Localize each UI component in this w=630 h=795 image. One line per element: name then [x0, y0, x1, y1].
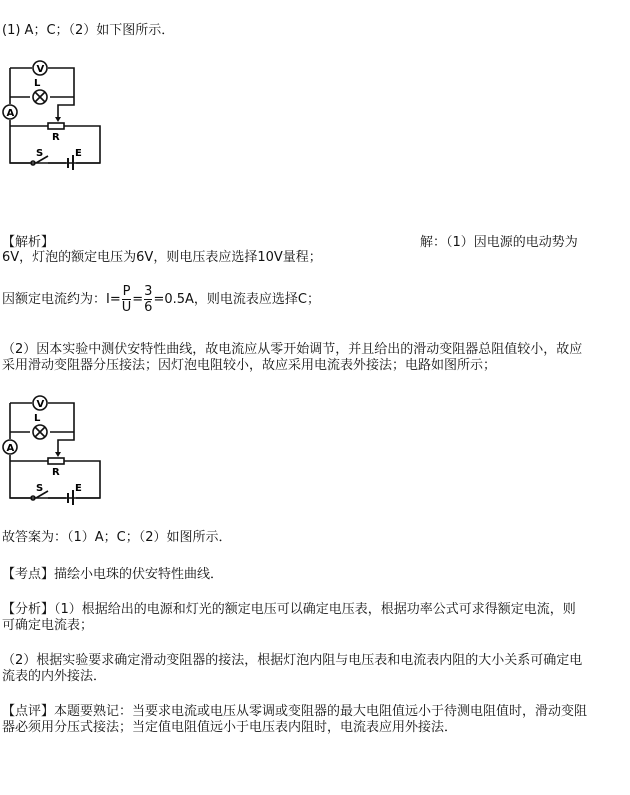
analysis-tag: 【解析】: [2, 235, 55, 250]
fenxi-line3: （2）根据实验要求确定滑动变阻器的接法，根据灯泡内阻与电压表和电流表内阻的大小关系可确定电: [2, 653, 583, 668]
fenxi-line1: 【分析】（1）根据给出的电源和灯光的额定电压可以确定电压表，根据功率公式可求得额定电流，则: [2, 602, 576, 617]
analysis-line2: 6V，灯泡的额定电压为6V，则电压表应选择10V量程；: [2, 250, 322, 265]
kaodian-tag: 【考点】: [2, 567, 55, 582]
fenxi-tag: 【分析】: [2, 602, 55, 617]
switch-label: S: [36, 483, 44, 494]
switch-label: S: [36, 148, 44, 159]
circuit-diagram-top: [0, 55, 110, 170]
source-label: E: [75, 483, 82, 494]
answer-line: (1) A；C；（2）如下图所示．: [2, 23, 175, 38]
kaodian-text: 描绘小电珠的伏安特性曲线．: [54, 567, 224, 582]
fraction-p-over-u: $\frac{P}{U}$: [121, 284, 132, 315]
rheostat-label: R: [52, 132, 60, 143]
lamp-label: L: [34, 78, 41, 89]
part2-line2: 采用滑动变阻器分压接法；因灯泡电阻较小，故应采用电流表外接法；电路如图所示；: [2, 358, 497, 373]
voltmeter-label: V: [36, 64, 45, 75]
kaodian-section: [2, 566, 223, 583]
fenxi-line4: 流表的内外接法．: [2, 669, 107, 684]
current-formula: 因额定电流约为：I= $\frac{P}{U}$ = $\frac{3}{6}$ =0.5A，则电流表应选择C；: [2, 284, 320, 315]
voltmeter-label: V: [36, 399, 45, 410]
circuit-diagram-bottom: [0, 390, 110, 505]
part2-line1: （2）因本实验中测伏安特性曲线，故电流应从零开始调节，并且给出的滑动变阻器总阻值较小，故应: [2, 342, 583, 357]
dianping-tag: 【点评】: [2, 704, 55, 719]
ammeter-label: A: [6, 108, 15, 119]
fraction-3-over-6: $\frac{3}{6}$: [144, 284, 153, 315]
dianping-line2: 器必须用分压式接法；当定值电阻值远小于电压表内阻时，电流表应用外接法．: [2, 720, 458, 735]
rheostat-label: R: [52, 467, 60, 478]
lamp-label: L: [34, 413, 41, 424]
dianping-line1: 【点评】本题要熟记：当要求电流或电压从零调或变阻器的最大电阻值远小于待测电阻值时，滑动变阻: [2, 704, 588, 719]
conclusion-line: 故答案为：（1）A；C；（2）如图所示．: [2, 530, 232, 545]
fenxi-line2: 可确定电流表；: [2, 618, 94, 633]
analysis-intro: 解：（1）因电源的电动势为: [420, 235, 578, 250]
source-label: E: [75, 148, 82, 159]
ammeter-label: A: [6, 443, 15, 454]
